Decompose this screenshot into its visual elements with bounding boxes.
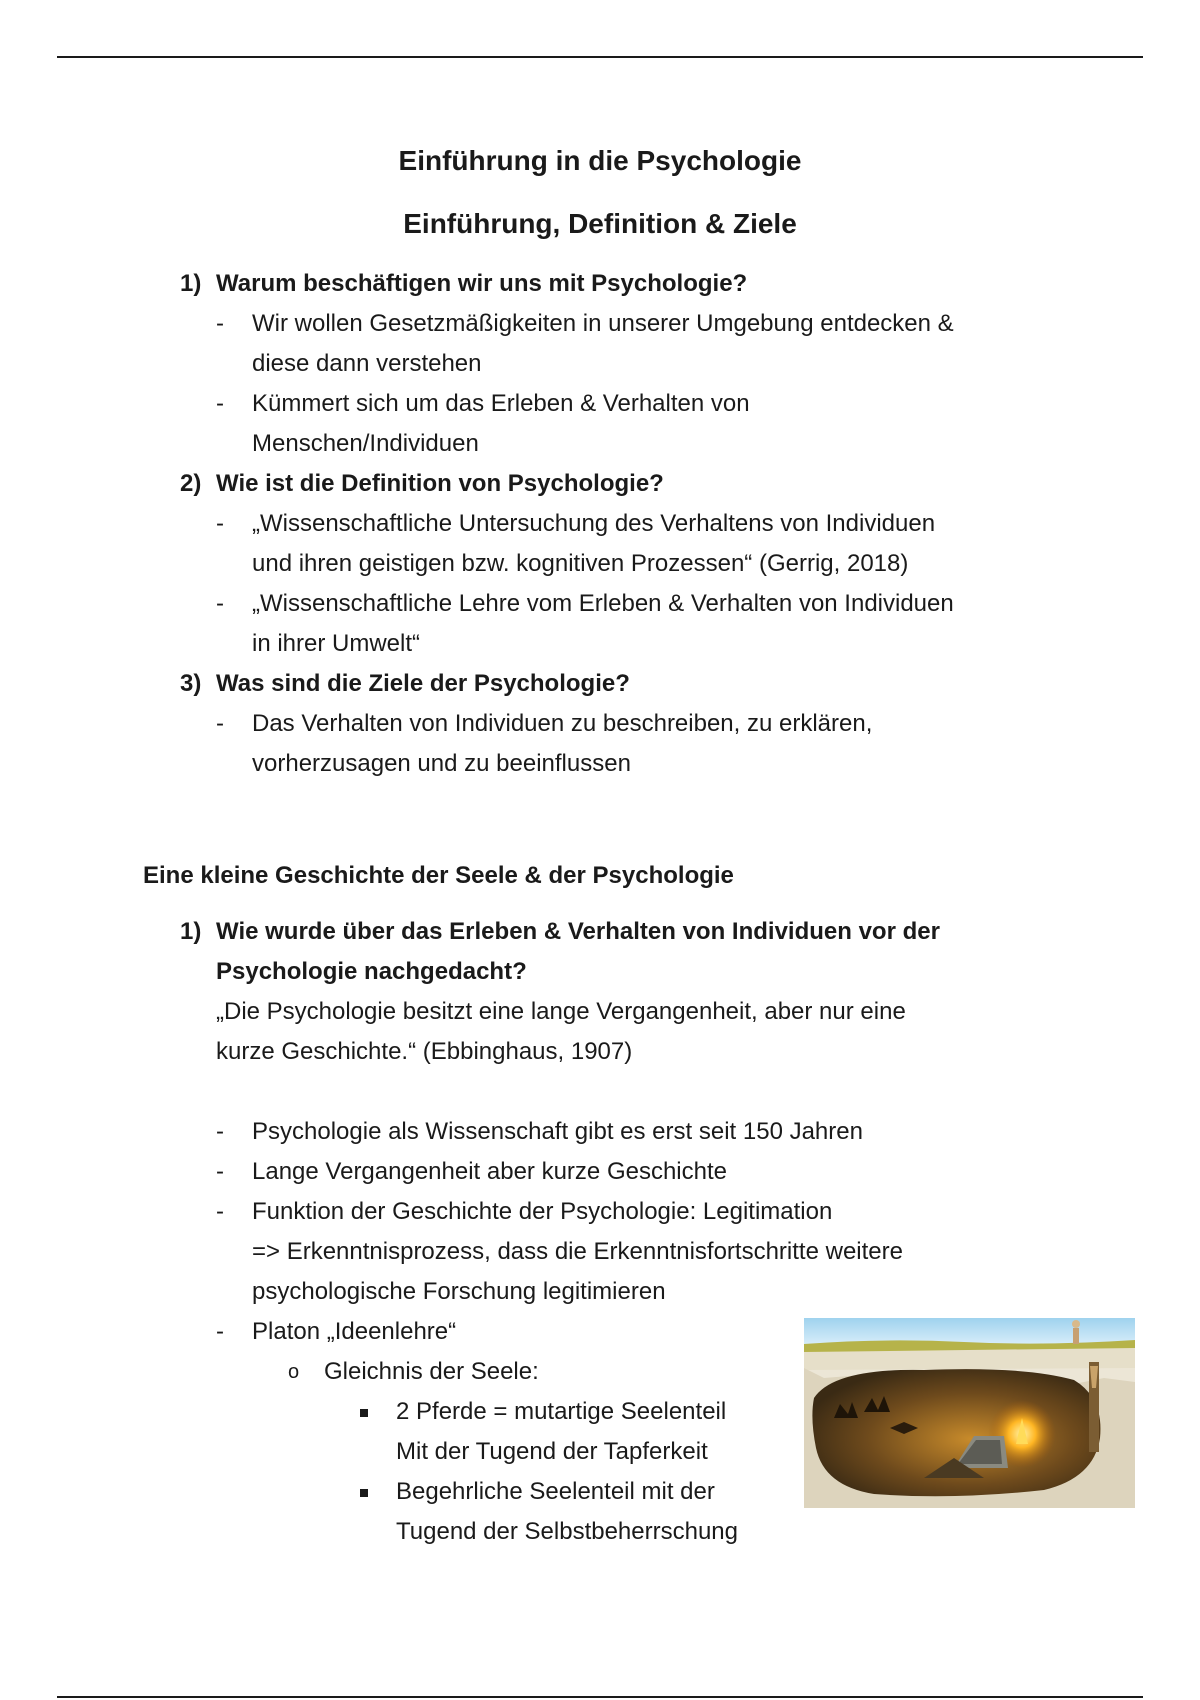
cave-illustration <box>804 1318 1135 1508</box>
dash-bullet: - <box>216 510 224 537</box>
dash-bullet: - <box>216 1118 224 1145</box>
question-3 <box>180 664 1060 704</box>
list-item-text: vorherzusagen und zu beeinflussen <box>252 750 631 777</box>
square-bullet-icon <box>360 1489 368 1497</box>
list-item <box>216 1152 1060 1192</box>
quote-text: „Die Psychologie besitzt eine lange Vergangenheit, aber nur eine <box>216 998 906 1025</box>
list-item-text: Begehrliche Seelenteil mit der <box>396 1478 715 1505</box>
sub-sub-list-item <box>360 1392 836 1472</box>
dash-bullet: - <box>216 310 224 337</box>
list-item-text: Mit der Tugend der Tapferkeit <box>396 1438 708 1465</box>
list-item-text: Lange Vergangenheit aber kurze Geschichte <box>252 1158 727 1185</box>
list-item-text: „Wissenschaftliche Lehre vom Erleben & Verhalten von Individuen <box>252 590 954 617</box>
list-item-text: Gleichnis der Seele: <box>324 1358 539 1385</box>
list-item-text: Kümmert sich um das Erleben & Verhalten von <box>252 390 750 417</box>
list-item <box>216 304 1060 384</box>
question-2 <box>180 464 1060 504</box>
list-item <box>216 1192 1060 1312</box>
dash-bullet: - <box>216 390 224 417</box>
quote <box>180 992 1060 1072</box>
sub-sub-list-item <box>360 1472 836 1552</box>
list-item-text: psychologische Forschung legitimieren <box>252 1278 666 1305</box>
list-item <box>216 584 1060 664</box>
dash-bullet: - <box>216 1198 224 1225</box>
list-item <box>216 704 1060 784</box>
list-item-text: Das Verhalten von Individuen zu beschreiben, zu erklären, <box>252 710 873 737</box>
document-title: Einführung in die Psychologie <box>398 145 802 176</box>
dash-bullet: - <box>216 1158 224 1185</box>
list-item-text: Psychologie als Wissenschaft gibt es erst seit 150 Jahren <box>252 1118 863 1145</box>
quote-text: kurze Geschichte.“ (Ebbinghaus, 1907) <box>216 1038 633 1065</box>
list-item-text: und ihren geistigen bzw. kognitiven Prozessen“ (Gerrig, 2018) <box>252 550 909 577</box>
dash-bullet: - <box>216 590 224 617</box>
circle-bullet: o <box>288 1361 300 1383</box>
question-text: Was sind die Ziele der Psychologie? <box>216 670 630 697</box>
question-1 <box>180 912 1060 992</box>
list-item-text: „Wissenschaftliche Untersuchung des Verhaltens von Individuen <box>252 510 936 537</box>
list-item-text: Tugend der Selbstbeherrschung <box>396 1518 738 1545</box>
square-bullet-icon <box>360 1409 368 1417</box>
list-item <box>216 504 1060 584</box>
dash-bullet: - <box>216 710 224 737</box>
list-item-text: Funktion der Geschichte der Psychologie: Legitimation <box>252 1198 833 1225</box>
list-item <box>216 384 1060 464</box>
question-number: 1) <box>180 918 202 945</box>
list-item-text: 2 Pferde = mutartige Seelenteil <box>396 1398 727 1425</box>
dash-bullet: - <box>216 1318 224 1345</box>
list-item-text: Wir wollen Gesetzmäßigkeiten in unserer Umgebung entdecken & <box>252 310 954 337</box>
question-text: Warum beschäftigen wir uns mit Psychologie? <box>216 270 748 297</box>
question-number: 1) <box>180 270 202 297</box>
document-subtitle: Einführung, Definition & Ziele <box>403 208 797 239</box>
list-item-text: Menschen/Individuen <box>252 430 479 457</box>
list-item-text: => Erkenntnisprozess, dass die Erkenntnisfortschritte weitere <box>252 1238 903 1265</box>
question-number: 3) <box>180 670 202 697</box>
question-number: 2) <box>180 470 202 497</box>
question-text: Wie wurde über das Erleben & Verhalten von Individuen vor der <box>216 918 940 945</box>
list-item-text: diese dann verstehen <box>252 350 482 377</box>
question-1 <box>180 264 1060 304</box>
section-heading: Eine kleine Geschichte der Seele & der Psychologie <box>143 862 734 889</box>
question-text: Psychologie nachgedacht? <box>216 958 527 985</box>
bottom-rule <box>57 1696 1143 1698</box>
section-intro <box>180 264 1060 784</box>
list-item <box>216 1112 1060 1152</box>
question-text: Wie ist die Definition von Psychologie? <box>216 470 664 497</box>
list-item-text: Platon „Ideenlehre“ <box>252 1318 457 1345</box>
list-item-text: in ihrer Umwelt“ <box>252 630 421 657</box>
